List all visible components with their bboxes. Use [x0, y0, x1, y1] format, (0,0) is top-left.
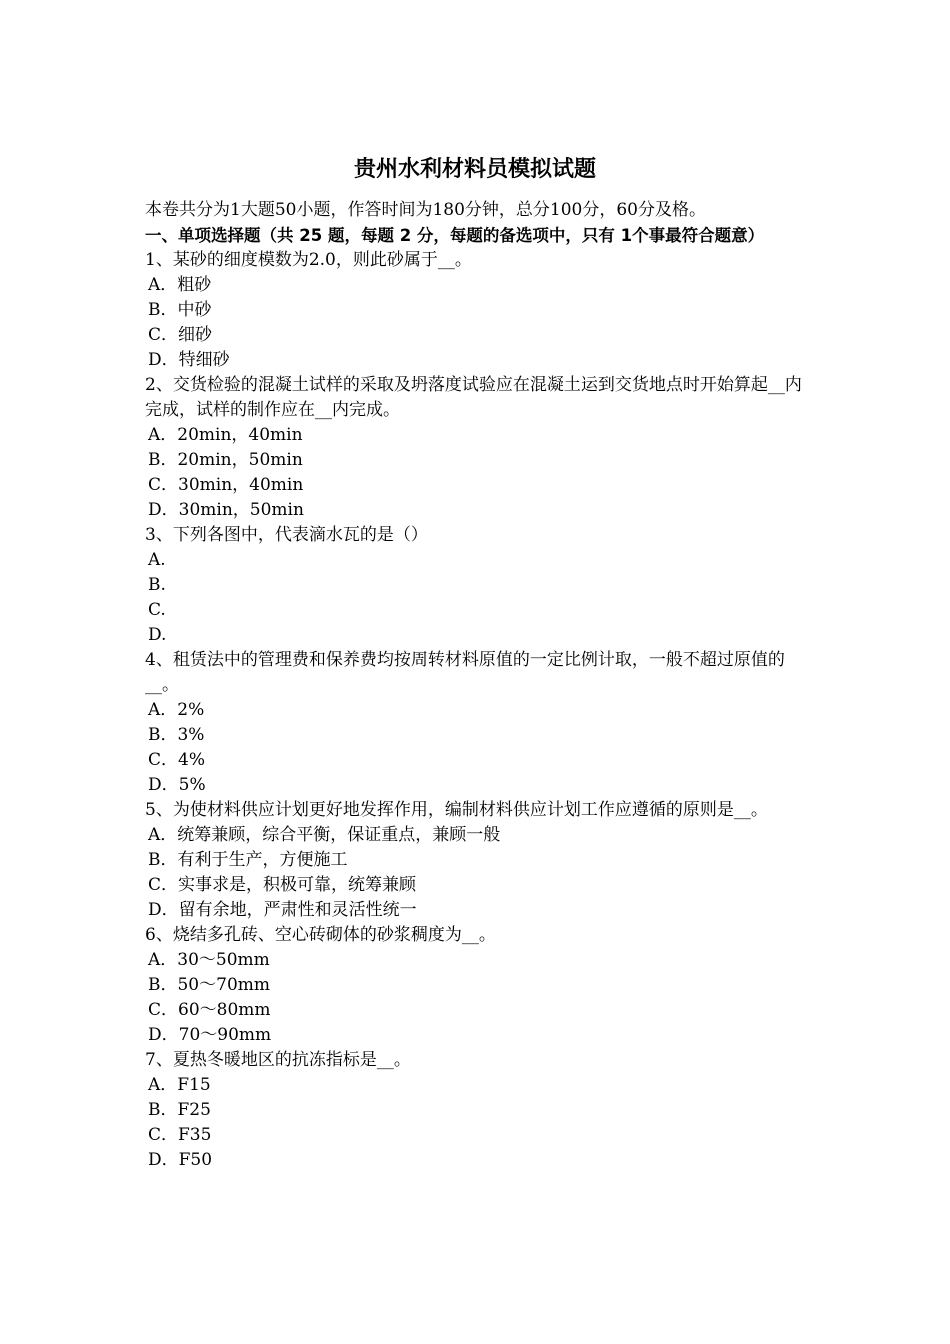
option-c: C．实事求是，积极可靠，统筹兼顾	[148, 875, 417, 895]
option-a: A．20min，40min	[148, 425, 303, 445]
question-stem: 5、为使材料供应计划更好地发挥作用，编制材料供应计划工作应遵循的原则是__。	[145, 800, 768, 820]
option-b: B．中砂	[148, 300, 212, 320]
question-5	[145, 798, 813, 923]
question-2	[145, 373, 813, 523]
option-c: C．30min，40min	[148, 475, 304, 495]
option-d: D．F50	[148, 1150, 213, 1170]
question-1	[145, 248, 813, 373]
question-7	[145, 1048, 813, 1173]
option-d: D．5%	[148, 775, 206, 795]
option-b: B.	[148, 575, 166, 595]
section-heading: 一、单项选择题（共 25 题，每题 2 分，每题的备选项中，只有 1个事最符合题意）	[145, 226, 765, 245]
question-stem: 3、下列各图中，代表滴水瓦的是（）	[145, 525, 428, 545]
question-stem: 6、烧结多孔砖、空心砖砌体的砂浆稠度为__。	[145, 925, 496, 945]
option-d: D．特细砂	[148, 350, 230, 370]
question-stem: 1、某砂的细度模数为2.0，则此砂属于__。	[145, 250, 472, 270]
option-b: B．20min，50min	[148, 450, 303, 470]
option-c: C．60～80mm	[148, 1000, 271, 1020]
option-b: B．50～70mm	[148, 975, 270, 995]
option-c: C．F35	[148, 1125, 212, 1145]
option-a: A.	[148, 550, 166, 570]
question-stem: 4、租赁法中的管理费和保养费均按周转材料原值的一定比例计取，一般不超过原值的__。	[145, 650, 785, 695]
option-c: C.	[148, 600, 166, 620]
option-d: D．留有余地，严肃性和灵活性统一	[148, 900, 417, 920]
question-stem: 2、交货检验的混凝土试样的采取及坍落度试验应在混凝土运到交货地点时开始算起__内完成，试样的制作应在__内完成。	[145, 375, 802, 420]
question-stem: 7、夏热冬暖地区的抗冻指标是__。	[145, 1050, 411, 1070]
question-4	[145, 648, 813, 798]
option-d: D.	[148, 625, 167, 645]
option-d: D．70～90mm	[148, 1025, 272, 1045]
page-title: 贵州水利材料员模拟试题	[353, 157, 596, 182]
option-b: B．F25	[148, 1100, 211, 1120]
exam-intro: 本卷共分为1大题50小题，作答时间为180分钟，总分100分，60分及格。	[145, 200, 706, 220]
option-a: A．统筹兼顾，综合平衡，保证重点，兼顾一般	[148, 825, 501, 845]
question-3	[145, 523, 813, 648]
option-a: A．30～50mm	[148, 950, 270, 970]
option-a: A．粗砂	[148, 275, 212, 295]
exam-content	[145, 198, 813, 1173]
option-a: A．F15	[148, 1075, 211, 1095]
option-a: A．2%	[148, 700, 205, 720]
question-6	[145, 923, 813, 1048]
option-c: C．4%	[148, 750, 205, 770]
option-c: C．细砂	[148, 325, 213, 345]
option-b: B．有利于生产，方便施工	[148, 850, 348, 870]
option-b: B．3%	[148, 725, 205, 745]
option-d: D．30min，50min	[148, 500, 304, 520]
